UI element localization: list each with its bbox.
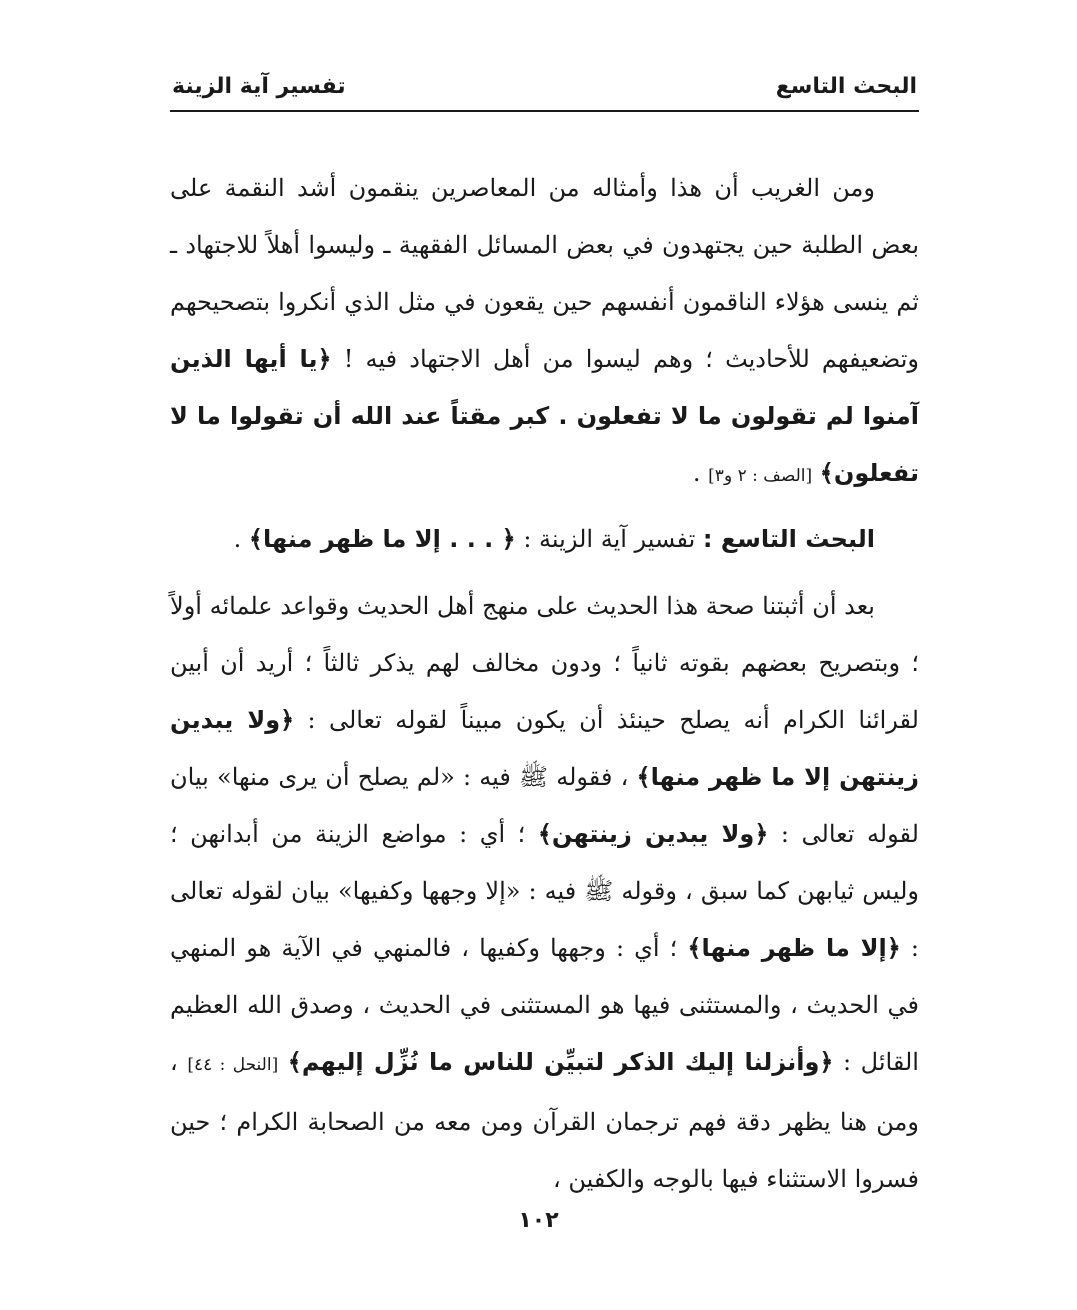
quran-quote: ﴿ولا يبدين زينتهن إلا ما ظهر منها﴾ bbox=[170, 706, 919, 791]
section-heading-label: البحث التاسع : bbox=[702, 525, 875, 553]
page-number: ١٠٢ bbox=[518, 1208, 559, 1233]
quran-quote: ﴿إلا ما ظهر منها﴾ bbox=[687, 934, 901, 962]
quran-quote: ﴿ . . . إلا ما ظهر منها﴾ bbox=[248, 525, 516, 553]
quran-quote: ﴿وأنزلنا إليك الذكر لتبيِّن للناس ما نُزِّل إليهم﴾ bbox=[287, 1048, 834, 1076]
sentence-end: . bbox=[233, 525, 249, 553]
running-header bbox=[170, 66, 919, 112]
verse-reference: [الصف : ٢ و٣] bbox=[708, 466, 813, 486]
paragraph-2-text: ؛ أي : وجهها وكفيها ، فالمنهي في الآية هو المنهي في الحديث ، والمستثنى فيها هو المستثنى في الحديث ، وصدق الله العظيم القائل : bbox=[170, 934, 919, 1076]
section-title: تفسير آية الزينة bbox=[172, 74, 346, 99]
page-body bbox=[170, 160, 919, 1208]
quran-quote: ﴿يا أيها الذين آمنوا لم تقولون ما لا تفعلون . كبر مقتاً عند الله أن تقولوا ما لا تفعلون﴾ bbox=[170, 345, 919, 487]
sentence-end: . bbox=[692, 459, 709, 487]
section-heading-title: تفسير آية الزينة : bbox=[523, 525, 696, 553]
quran-quote: ﴿ولا يبدين زينتهن﴾ bbox=[537, 820, 769, 848]
paragraph-1 bbox=[170, 160, 919, 505]
paragraph-2-text: ، فقوله ﷺ فيه : «لم يصلح أن يرى منها» بيان لقوله تعالى : bbox=[170, 763, 919, 848]
paragraph-1-text: ومن الغريب أن هذا وأمثاله من المعاصرين ينقمون أشد النقمة على بعض الطلبة حين يجتهدون في بعض المسائل الفقهية ـ وليسوا أهلاً للاجتهاد ـ ثم ينسى هؤلاء الناقمون أنفسهم حين يقعون في مثل الذي أنكروا بتصحيحهم وتضعيفهم للأحاديث ؛ وهم ليسوا من أهل الاجتهاد فيه ! bbox=[170, 174, 919, 373]
paragraph-2-text: بعد أن أثبتنا صحة هذا الحديث على منهج أهل الحديث وقواعد علمائه أولاً ؛ وبتصريح بعضهم بقوته ثانياً ؛ ودون مخالف لهم يذكر ثالثاً ؛ أريد أن أبين لقرائنا الكرام أنه يصلح حينئذ أن يكون مبيناً لقوله تعالى : bbox=[170, 592, 919, 734]
section-heading bbox=[170, 511, 919, 568]
chapter-title: البحث التاسع bbox=[775, 74, 917, 99]
paragraph-2-text: ، ومن هنا يظهر دقة فهم ترجمان القرآن ومن معه من الصحابة الكرام ؛ حين فسروا الاستثناء فيها بالوجه والكفين ، bbox=[170, 1048, 919, 1193]
verse-reference: [النحل : ٤٤] bbox=[187, 1055, 279, 1075]
paragraph-2-text: ؛ أي : مواضع الزينة من أبدانهن ؛ وليس ثيابهن كما سبق ، وقوله ﷺ فيه : «إلا وجهها وكفيها» بيان لقوله تعالى : bbox=[170, 820, 919, 962]
paragraph-2 bbox=[170, 578, 919, 1208]
